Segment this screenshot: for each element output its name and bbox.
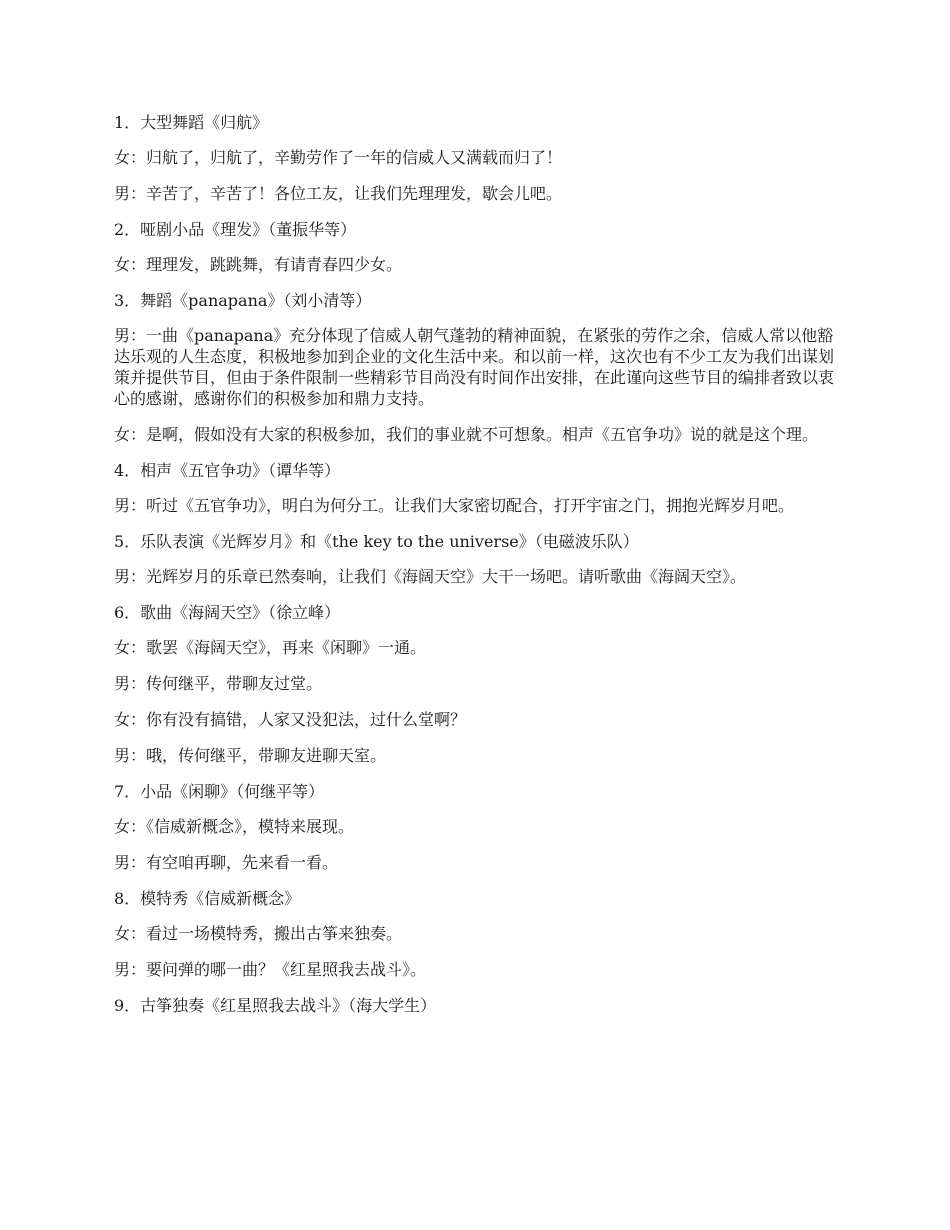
- dialogue-line: 女：歌罢《海阔天空》，再来《闲聊》一通。: [114, 638, 427, 657]
- program-item-9: 9．古筝独奏《红星照我去战斗》（海大学生）: [114, 996, 437, 1015]
- dialogue-line: 男：传何继平，带聊友过堂。: [114, 674, 323, 693]
- program-item-2: 2．哑剧小品《理发》（董振华等）: [114, 220, 357, 239]
- dialogue-line: 男：一曲《panapana》充分体现了信威人朝气蓬勃的精神面貌，在紧张的劳作之余，信威人常以他豁达乐观的人生态度，积极地参加到企业的文化生活中来。和以前一样，这次也有不少工友为我们出谋划策并提供节目，但由于条件限制一些精彩节目尚没有时间作出安排，在此谨向这些节目的编排者致以衷心的感谢，感谢你们的积极参加和鼎力支持。: [114, 326, 835, 408]
- program-item-3: 3．舞蹈《panapana》（刘小清等）: [114, 291, 372, 310]
- dialogue-line: 女：理理发，跳跳舞，有请青春四少女。: [114, 255, 403, 274]
- program-item-6: 6．歌曲《海阔天空》（徐立峰）: [114, 603, 341, 622]
- dialogue-line: 男：哦，传何继平，带聊友进聊天室。: [114, 746, 387, 765]
- program-item-7: 7．小品《闲聊》（何继平等）: [114, 782, 325, 801]
- dialogue-line: 男：要问弹的哪一曲？《红星照我去战斗》。: [114, 960, 427, 979]
- dialogue-line: 女：《信威新概念》，模特来展现。: [114, 817, 355, 836]
- dialogue-line: 男：有空咱再聊，先来看一看。: [114, 853, 339, 872]
- dialogue-line: 男：辛苦了，辛苦了！各位工友，让我们先理理发，歇会儿吧。: [114, 184, 563, 203]
- dialogue-line: 男：听过《五官争功》，明白为何分工。让我们大家密切配合，打开宇宙之门，拥抱光辉岁月吧。: [114, 496, 795, 515]
- dialogue-line: 女：你有没有搞错，人家又没犯法，过什么堂啊？: [114, 710, 467, 729]
- program-item-5: 5．乐队表演《光辉岁月》和《the key to the universe》（电磁波乐队）: [114, 532, 639, 551]
- program-item-8: 8．模特秀《信威新概念》: [114, 889, 301, 908]
- document-body: [114, 112, 842, 1030]
- dialogue-line: 女：看过一场模特秀，搬出古筝来独奏。: [114, 924, 403, 943]
- program-item-1: 1．大型舞蹈《归航》: [114, 113, 269, 132]
- program-item-4: 4．相声《五官争功》（谭华等）: [114, 461, 341, 480]
- dialogue-line: 男：光辉岁月的乐章已然奏响，让我们《海阔天空》大干一场吧。请听歌曲《海阔天空》。: [114, 567, 747, 586]
- dialogue-line: 女：是啊，假如没有大家的积极参加，我们的事业就不可想象。相声《五官争功》说的就是这个理。: [114, 425, 819, 444]
- dialogue-line: 女：归航了，归航了，辛勤劳作了一年的信威人又满载而归了！: [114, 148, 563, 167]
